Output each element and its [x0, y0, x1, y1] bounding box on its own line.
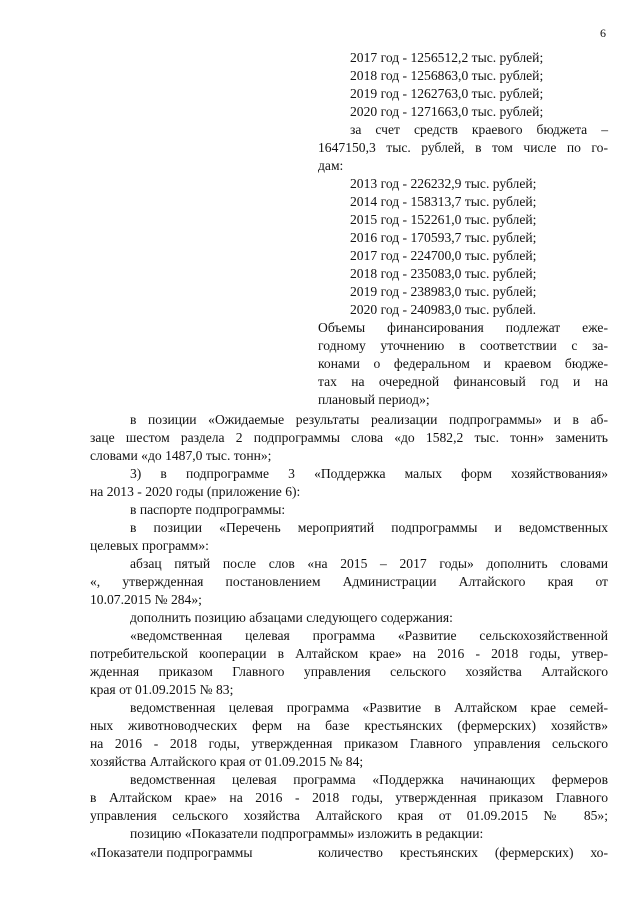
text-line: хозяйства Алтайского края от 01.09.2015 № 84; [90, 754, 364, 769]
text-line: 3) в подпрограмме 3 «Поддержка малых форм хозяйствования» [130, 466, 608, 481]
text-line: 1647150,3 тыс. рублей, в том числе по го- [318, 140, 608, 155]
text-line: ных животноводческих ферм на базе крестьянских (фермерских) хозяйств» [90, 718, 608, 733]
text-line: 2014 год - 158313,7 тыс. рублей; [350, 194, 537, 209]
text-line: конами о федеральном и краевом бюдже- [318, 356, 608, 371]
text-line: 2019 год - 1262763,0 тыс. рублей; [350, 86, 544, 101]
text-line: ведомственная целевая программа «Поддержка начинающих фермеров [130, 772, 608, 787]
text-line: 2013 год - 226232,9 тыс. рублей; [350, 176, 537, 191]
text-line: тах на очередной финансовый год и на [318, 374, 608, 389]
text-line: в паспорте подпрограммы: [130, 502, 286, 517]
text-line: годному уточнению в соответствии с за- [318, 338, 608, 353]
text-line: 2017 год - 224700,0 тыс. рублей; [350, 248, 537, 263]
text-line: за счет средств краевого бюджета – [350, 122, 608, 137]
text-line: «ведомственная целевая программа «Развитие сельскохозяйственной [130, 628, 608, 643]
text-line: «, утвержденная постановлением Администрации Алтайского края от [90, 574, 608, 589]
text-line: края от 01.09.2015 № 83; [90, 682, 234, 697]
text-line: 2018 год - 1256863,0 тыс. рублей; [350, 68, 544, 83]
page-number: 6 [600, 26, 606, 40]
text-line: на 2013 - 2020 годы (приложение 6): [90, 484, 301, 499]
text-line: 2020 год - 1271663,0 тыс. рублей; [350, 104, 544, 119]
text-line: на 2016 - 2018 годы, утвержденная приказом Главного управления сельского [90, 736, 608, 751]
table-cell-value: количество крестьянских (фермерских) хо- [318, 845, 608, 860]
text-line: Объемы финансирования подлежат еже- [318, 320, 608, 335]
text-line: жденная приказом Главного управления сельского хозяйства Алтайского [90, 664, 608, 679]
text-line: 2016 год - 170593,7 тыс. рублей; [350, 230, 537, 245]
text-line: дам: [318, 158, 344, 173]
text-line: плановый период»; [318, 392, 430, 407]
text-line: ведомственная целевая программа «Развитие в Алтайском крае семей- [130, 700, 608, 715]
table-cell-label: «Показатели подпрограммы [90, 845, 253, 860]
text-line: абзац пятый после слов «на 2015 – 2017 годы» дополнить словами [130, 556, 608, 571]
text-line: целевых программ»: [90, 538, 209, 553]
text-line: в Алтайском крае» на 2016 - 2018 годы, утвержденная приказом Главного [90, 790, 608, 805]
text-line: в позиции «Перечень мероприятий подпрограммы и ведомственных [130, 520, 608, 535]
text-line: 2018 год - 235083,0 тыс. рублей; [350, 266, 537, 281]
text-line: управления сельского хозяйства Алтайского края от 01.09.2015 № 85»; [90, 808, 608, 823]
text-line: словами «до 1487,0 тыс. тонн»; [90, 448, 272, 463]
text-line: 2019 год - 238983,0 тыс. рублей; [350, 284, 537, 299]
text-line: 2015 год - 152261,0 тыс. рублей; [350, 212, 537, 227]
text-line: дополнить позицию абзацами следующего содержания: [130, 610, 453, 625]
text-line: 2020 год - 240983,0 тыс. рублей. [350, 302, 537, 317]
text-line: 2017 год - 1256512,2 тыс. рублей; [350, 50, 544, 65]
text-line: в позиции «Ожидаемые результаты реализации подпрограммы» и в аб- [130, 412, 608, 427]
text-line: 10.07.2015 № 284»; [90, 592, 202, 607]
text-line: позицию «Показатели подпрограммы» изложить в редакции: [130, 826, 484, 841]
text-line: потребительской кооперации в Алтайском крае» на 2016 - 2018 годы, утвер- [90, 646, 608, 661]
text-line: заце шестом раздела 2 подпрограммы слова «до 1582,2 тыс. тонн» заменить [90, 430, 608, 445]
